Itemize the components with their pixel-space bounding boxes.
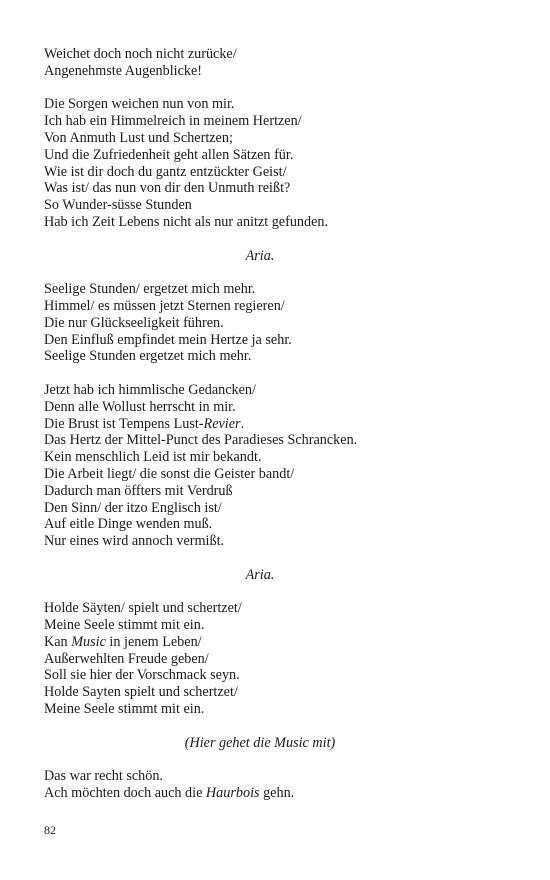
stanza-aria-2 xyxy=(44,600,464,718)
verse-line: Das Hertz der Mittel-Punct des Paradieses Schrancken. xyxy=(44,432,358,449)
verse-line: Holde Säyten/ spielt und schertzet/ xyxy=(44,600,242,617)
verse-text: Kan xyxy=(44,633,72,650)
verse-line: So Wunder-süsse Stunden xyxy=(44,197,192,214)
verse-text: Ach möchten doch auch die xyxy=(44,785,206,802)
italic-word: Revier xyxy=(203,415,241,432)
verse-line: Das war recht schön. xyxy=(44,768,163,785)
verse-line: Hab ich Zeit Lebens nicht als nur anitzt gefunden. xyxy=(44,213,329,230)
aria-heading: Aria. xyxy=(245,247,275,264)
verse-line: Die Sorgen weichen nun von mir. xyxy=(44,96,235,113)
verse-line: Dadurch man öffters mit Verdruß xyxy=(44,482,233,499)
verse-line: Von Anmuth Lust und Schertzen; xyxy=(44,129,233,146)
verse-line: Meine Seele stimmt mit ein. xyxy=(44,701,205,718)
verse-line: Die nur Glückseeligkeit führen. xyxy=(44,314,224,331)
verse-line: Den Einfluß empfindet mein Hertze ja sehr. xyxy=(44,331,292,348)
italic-word: Music xyxy=(71,633,106,650)
verse-line: Seelige Stunden ergetzet mich mehr. xyxy=(44,348,252,365)
verse-line: Jetzt hab ich himmlische Gedancken/ xyxy=(44,381,256,398)
verse-line: Seelige Stunden/ ergetzet mich mehr. xyxy=(44,281,256,298)
verse-line xyxy=(44,634,464,651)
verse-line: Kein menschlich Leid ist mir bekandt. xyxy=(44,449,262,466)
verse-line: Meine Seele stimmt mit ein. xyxy=(44,617,205,634)
verse-line: Soll sie hier der Vorschmack seyn. xyxy=(44,667,240,684)
verse-line: Ich hab ein Himmelreich in meinem Hertzen/ xyxy=(44,113,302,130)
stage-direction: (Hier gehet die Music mit) xyxy=(184,734,336,751)
verse-line: Auf eitle Dinge wenden muß. xyxy=(44,516,213,533)
verse-line: Nur eines wird annoch vermißt. xyxy=(44,533,225,550)
verse-line: Weichet doch noch nicht zurücke/ xyxy=(44,46,237,62)
verse-text: Die Brust ist Tempens Lust- xyxy=(44,415,204,432)
verse-line: Wie ist dir doch du gantz entzückter Geist/ xyxy=(44,163,287,180)
verse-line: Denn alle Wollust herrscht in mir. xyxy=(44,398,236,415)
verse-line: Angenehmste Augenblicke! xyxy=(44,62,202,79)
stanza-recitative-1 xyxy=(44,96,464,230)
page-number: 82 xyxy=(44,823,56,837)
poem-page xyxy=(44,46,464,802)
verse-line: Was ist/ das nun von dir den Unmuth reißt? xyxy=(44,180,291,197)
verse-line: Himmel/ es müssen jetzt Sternen regieren/ xyxy=(44,297,285,314)
verse-text: . xyxy=(240,415,245,432)
verse-line xyxy=(44,785,464,802)
stanza-recitative-2 xyxy=(44,382,464,550)
stanza-closing xyxy=(44,768,464,802)
verse-text: in jenem Leben/ xyxy=(105,633,202,650)
verse-line: Holde Sayten spielt und schertzet/ xyxy=(44,684,238,701)
italic-word: Haurbois xyxy=(205,785,260,802)
stanza-opening xyxy=(44,46,464,80)
verse-line: Außerwehlten Freude geben/ xyxy=(44,650,209,667)
verse-line xyxy=(44,416,464,433)
verse-text: gehn. xyxy=(259,785,295,802)
aria-heading: Aria. xyxy=(245,566,275,583)
verse-line: Den Sinn/ der itzo Englisch ist/ xyxy=(44,499,222,516)
verse-line: Und die Zufriedenheit geht allen Sätzen für. xyxy=(44,146,294,163)
stanza-aria-1 xyxy=(44,281,464,365)
verse-line: Die Arbeit liegt/ die sonst die Geister bandt/ xyxy=(44,465,295,482)
